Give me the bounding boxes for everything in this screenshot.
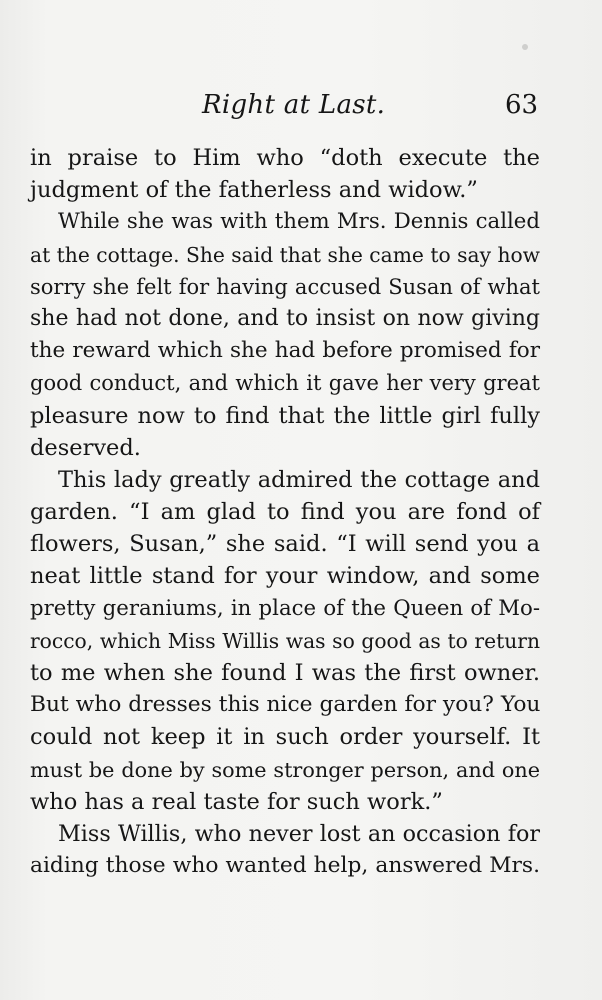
text-line: flowers, Susan,” she said. “I will send you a (30, 531, 540, 558)
text-line: pretty geraniums, in place of the Queen of Mo- (30, 595, 540, 621)
text-line: But who dresses this nice garden for you? You (30, 692, 541, 718)
text-line: rocco, which Miss Willis was so good as to return (30, 628, 540, 653)
text-line: aiding those who wanted help, answered Mrs. (30, 853, 540, 879)
text-line: Miss Willis, who never lost an occasion for (58, 820, 540, 847)
text-line: neat little stand for your window, and some (30, 563, 540, 590)
page-number: 63 (505, 90, 539, 120)
text-line: While she was with them Mrs. Dennis called (58, 209, 540, 235)
text-line: sorry she felt for having accused Susan of what (30, 274, 540, 299)
text-line: could not keep it in such order yourself. It (30, 724, 540, 751)
running-title: Right at Last. (202, 90, 386, 120)
text-line: good conduct, and which it gave her very great (30, 371, 540, 396)
text-line: pleasure now to find that the little girl fully (30, 402, 540, 429)
text-line: to me when she found I was the first owner. (30, 660, 540, 686)
page-speck (522, 44, 528, 50)
text-line: This lady greatly admired the cottage and (58, 466, 540, 493)
text-line: the reward which she had before promised for (30, 338, 540, 364)
text-line: in praise to Him who “doth execute the (30, 145, 540, 171)
page-header (0, 90, 602, 130)
text-line: deserved. (30, 434, 141, 461)
text-line: at the cottage. She said that she came to say how (30, 242, 541, 267)
text-line: must be done by some stronger person, and one (30, 757, 540, 782)
text-line: who has a real taste for such work.” (30, 788, 443, 815)
text-line: she had not done, and to insist on now giving (30, 305, 540, 331)
text-line: judgment of the fatherless and widow.” (30, 177, 478, 204)
text-line: garden. “I am glad to find you are fond of (30, 499, 540, 526)
body-text (30, 142, 540, 882)
